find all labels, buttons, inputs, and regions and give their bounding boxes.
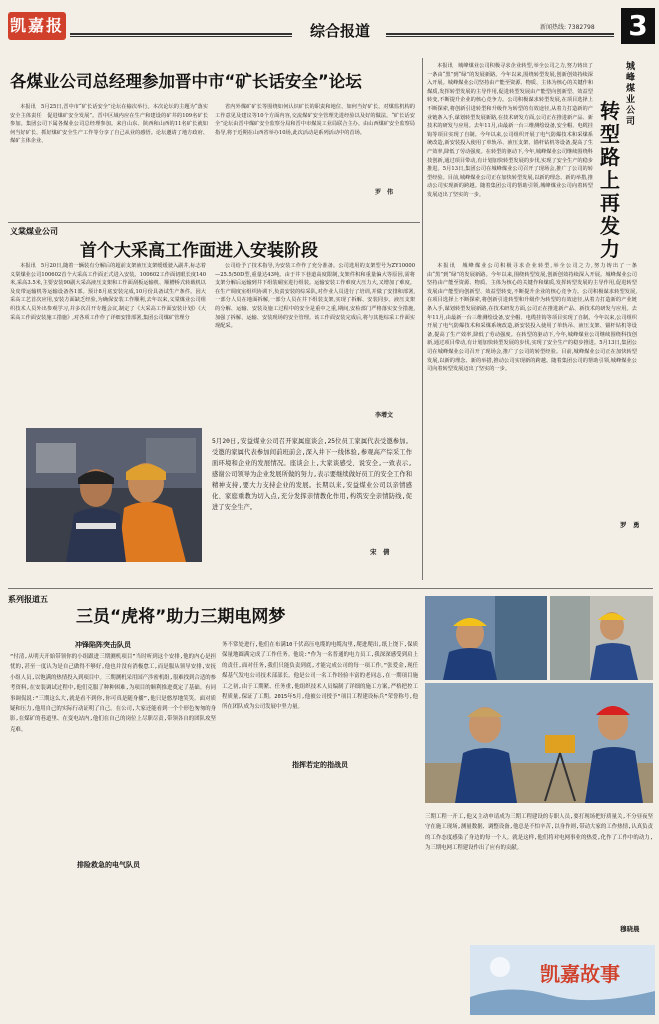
- series-subhead-3: 指挥若定的指战员: [292, 761, 348, 769]
- masthead-rule-left: [70, 33, 292, 37]
- series-subhead-2: 排险救急的电气队员: [77, 861, 140, 869]
- sidebar-divider: [422, 58, 423, 580]
- worker-photo-1: [425, 596, 547, 680]
- family-meeting-photo: [26, 428, 202, 562]
- worker-photo-3: [425, 683, 653, 803]
- photo-caption: 5月20日,安益煤业公司召开家属座谈会,25位员工家属代表受邀参加。受邀的家属代表参加间前班前会,深入井下一线体验,参观高产综采工作面环境和企业的发展情况。座谈会上,大家谈感受、说安全,一致表示,感谢公司领导为企业发展所做的努力,表示要继续做好员工的安全工作和精神支持,要大力支持企业的发展。长期以来,安益煤业公司以亲情感化、家庭重教为切入点,充分发挥亲情教化作用,构筑安全亲情防线,促进了安全生产。: [212, 438, 412, 511]
- series-label: 系列报道五: [8, 595, 48, 604]
- sidebar-body-bottom: 本报讯 城峰煤业公司积极寻求企业转型,举全公司之力,努力铸出了一条由“黑”到“绿”的发展新路。今年以来,围绕转型发展,创新创效持续深入开展。城峰煤业公司坚持由产能至资源、物质、主体为核心的关键作和煤质,发挥转型发展的主导作用,促进转型发展由产能型向创新型、效益型转变,不断提升企业的核心竞争力。公司积极谋求转型发展,在项目选择上不断探索,将创新引进转型和升级作为转型的有效途径,从着力打造新的产业链条入手,谋划转型发展新路,在技术研发方面,公司正在推进新产品、新技术的研发与应用。去年11月,由最新一台三维测绘设备,安全帽、电缆挂钩等项目实现了自制。今年以来,公司组织开展了电气防爆技术和采煤系统改造,新安装投入使用了单轨吊、液压支架、锚杆钻机等设备,提高了生产效率,降低了劳动强度。在转型的驱动下,今年,城峰煤业公司继续围绕科技创新,通过项目带动,有计划加快转型发展的步伐,实现了安全生产的稳步推进。5月13日,集团公司在城峰煤业公司召开了现场会,推广了公司的转型经验。目前,城峰煤业公司正在加快转型发展,以新的理念、新的举措,推动公司实现新的跨越。随着集团公司的帮助引领,城峰煤业公司向着转型发展迈出了坚实的一步。: [427, 263, 637, 373]
- article2-col1: 本报讯 5月20日,随着一辆装有分解后的超前支架液压支架缓缓驶入副井,标志着义棠煤业公司100602首个大采高工作面正式进入安装。100602工作面切眼长度140米,采高3.5米,主要安装90副大采高液压支架和工作面刮板运输机、顺槽桥式转载机以及皮带运输机等运输设备各1部。预计8月底安装完成,10月份具备试生产条件。因大采高工艺首次应用,安装方面缺乏经验,为确保安装工作顺利,去年以来,义棠煤业公司组织技术人员外出参观学习,并多次召开专题会议,制定了《大采高工作面安装计划》《大采高工作面安装施工措施》,对各项工作作了详细安排部署,集团公司煤矿管理分: [10, 263, 206, 321]
- article1-col2: 省内外煤矿矿长等围绕如何认识矿长的职责和地位、如何当好矿长、对煤监机构的工作意见及建议等10个方面内容,交流煤矿安全管理先进经验以及好的做法。“矿长话安全”论坛由晋中煤矿安全监察分局和晋中市煤炭工业局联合主办。由山西煤矿安全监察局指导,将于近期在山西省举办10场,此次活动是系列活动中的首场。: [215, 104, 415, 136]
- series-col3: 三期工程一开工,他又主动申请成为三期工程建设的专职人员,要打现场把好质量关,不分昼夜坚守在施工现场,测量数据、调整设备,他总是不怕辛苦,以身作则,带动大家的工作热情,认真负责的工作态度感染了身边的每一个人。就是这样,他们将对电网事业的热爱,化作了工作中的动力,为三期电网工程建设作出了应有的贡献。: [425, 814, 653, 852]
- hotline: 新闻热线: 7382798: [540, 24, 595, 31]
- series-col2: 务不常处进行,他们在布满10千伏高压电缆的电缆沟里,爬进爬出,纸上饶下,保质保量地圆满完成了工作任务。他说:“作为一名普通的电力员工,我深深感受到肩上的责任,面对任务,我们只能负责到底,才能完成公司的每一项工作。”张爱金,现任煤基气发电公司技术部部长。他是公司一名工作经验丰富的老同志,在一期项目施工之初,由于工期紧、任务重,他组织技术人员编制了详细的施工方案,严格把控工程质量,保证了工期。2015年5月,他被公司授予“项目工程建设标兵”荣誉称号,他所在团队成为公司发展中坚力量。: [222, 642, 418, 711]
- series-author: 穆晓晨: [620, 925, 640, 933]
- photo-caption-author: 宋 倩: [370, 548, 390, 556]
- footer-brand: 凯嘉故事: [540, 962, 620, 986]
- sidebar-title: 转型路上再发力: [600, 99, 620, 261]
- article1-col1: 本报讯 5月25日,晋中市“矿长话安全”论坛在榆次举行。本次论坛的主题为“落实安全主体责任 促进煤矿安全发展”。晋中区域内应在生产和建设的矿井的109名矿长参加。集团公司下属各煤业公司总经理参加。来自山东、陕西和山西的11名矿长就如何当好矿长、抓好煤矿安全生产工作等分享了自己从业的感悟。论坛邀请了地方政府、煤矿主体企业、: [10, 104, 208, 145]
- masthead-brand-logo: 凯嘉报: [8, 12, 66, 40]
- article1-author: 罗 伟: [375, 189, 394, 196]
- sidebar-body-top: 本报讯 城峰煤业公司积极寻求企业转型,举全公司之力,努力铸出了一条由“黑”到“绿”的发展新路。今年以来,围绕转型发展,创新创效持续深入开展。城峰煤业公司坚持由产能至资源、物质、主体为核心的关键作和煤质,发挥转型发展的主导作用,促进转型发展由产能型向创新型、效益型转变,不断提升企业的核心竞争力。公司积极谋求转型发展,在项目选择上不断探索,将创新引进转型和升级作为转型的有效途径,从着力打造新的产业链条入手,谋划转型发展新路,在技术研发方面,公司正在推进新产品、新技术的研发与应用。去年11月,由最新一台三维测绘设备,安全帽、电缆挂钩等项目实现了自制。今年以来,公司组织开展了电气防爆技术和采煤系统改造,新安装投入使用了单轨吊、液压支架、锚杆钻机等设备,提高了生产效率,降低了劳动强度。在转型的驱动下,今年,城峰煤业公司继续围绕科技创新,通过项目带动,有计划加快转型发展的步伐,实现了安全生产的稳步推进。5月13日,集团公司在城峰煤业公司召开了现场会,推广了公司的转型经验。目前,城峰煤业公司正在加快转型发展,以新的理念、新的举措,推动公司实现新的跨越。随着集团公司的帮助引领,城峰煤业公司向着转型发展迈出了坚实的一步。: [427, 63, 593, 198]
- divider: [8, 588, 653, 589]
- page-number-badge: 3: [621, 8, 655, 44]
- article2-author: 李增文: [375, 412, 394, 419]
- masthead-rule-right: [386, 33, 614, 37]
- article2-col2: 公司给予了技术指导,为安装工作作了充分准备。公司选用的支架型号为ZY10000—25.5/50D型,重量达43吨。由于井下巷道高度限制,支架件积和重量偏大等原因,需将支架分解后运输到井下组装硐室进行组装。运输安装工作难度大压力大,又增加了难度。在生产调度室组织协调下,负责安装的综采队,对作业人员进行了培训,并做了安排和部署,一部分人员在地面拆解,一部分人员在井下组装支架,实现了拆解、安装同步。液压支架的分解、运输、安装及施工过程中的安全是重中之重,期间,安检部门严格落实安全措施,加强了拆解、运输、安装现场的安全管理。该工作面安装完成后,将与其他综采工作面实现配采。: [215, 263, 415, 330]
- sidebar-author: 罗 勇: [620, 521, 640, 529]
- masthead: [0, 0, 659, 46]
- worker-photo-2: [550, 596, 653, 680]
- series-subhead-1: 冲锋陷阵突击队员: [75, 641, 131, 649]
- article1-title: 各煤业公司总经理参加晋中市“矿长话安全”论坛: [10, 72, 362, 91]
- article2-kicker: 义棠煤业公司: [10, 227, 58, 236]
- divider: [8, 222, 420, 223]
- series-col1: “付清,从明天开始带领你的小组跟进三期测机项目”当时听到这个安排,他的内心是担忧的,甚至一度认为是自己做得不够好,他也并没有消极怠工,而是服从领导安排,安抚小组人员,以饱满的热情投入到项目中。三期测机采用国产涉密机组,很难找到合适的参考资料,在安装调试过程中,他们克服了种种困难,为项目的顺利推进奠定了基础。有同事调侃说:“三期这么大,就是看不到你,你可真是随身播”,他只是憨厚地笑笑。面对质疑和压力,他用自己的实际行动证明了自己。在公司,大家还能看到一个个形色匆匆的身影,在煤矿的巷道里、在变电站内,他们在自己的岗位上尽职尽责,带领各自的团队攻坚克难。: [10, 654, 216, 733]
- article2-title: 首个大采高工作面进入安装阶段: [80, 241, 318, 261]
- series-title: 三员“虎将”助力三期电网梦: [76, 607, 286, 627]
- sidebar-kicker: 城峰煤业公司: [626, 62, 636, 127]
- section-title: 综合报道: [309, 22, 370, 40]
